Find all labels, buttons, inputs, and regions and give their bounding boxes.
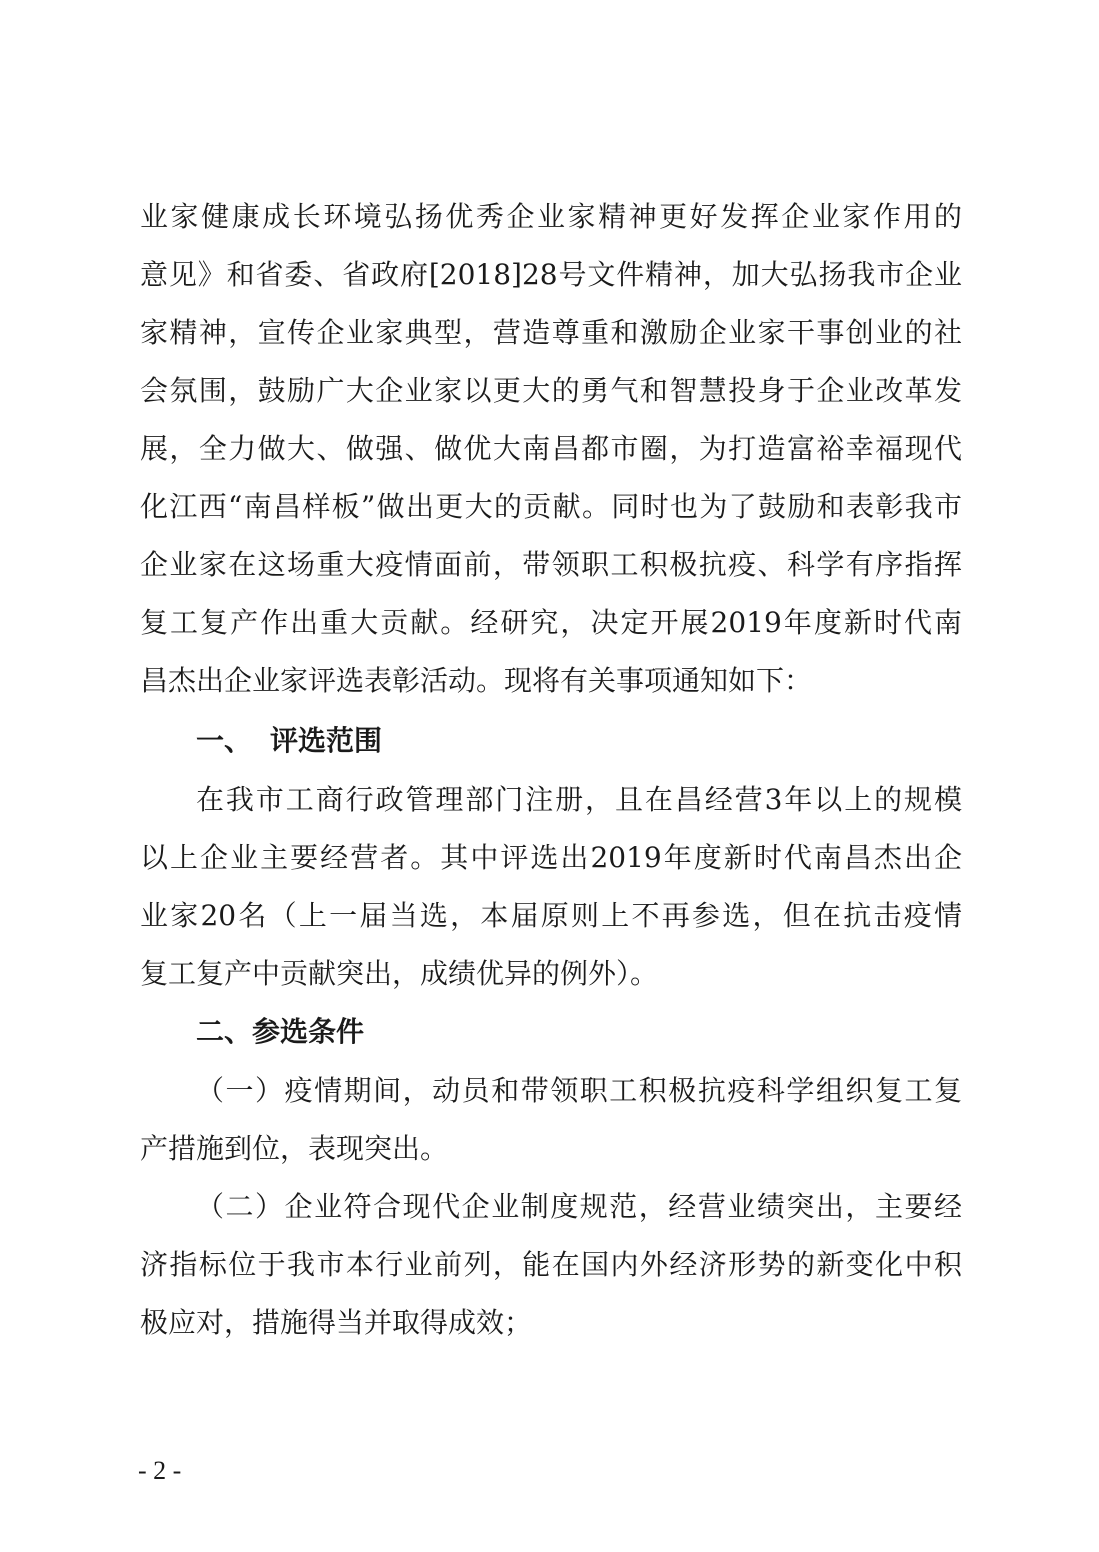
intro-line-7: 企业家在这场重大疫情面前，带领职工积极抗疫、科学有序指挥 bbox=[140, 548, 962, 581]
condition-2-line-3: 极应对，措施得当并取得成效； bbox=[140, 1306, 533, 1339]
intro-line-2: 意见》和省委、省政府[2018]28号文件精神，加大弘扬我市企业 bbox=[140, 258, 962, 291]
intro-line-5: 展，全力做大、做强、做优大南昌都市圈，为打造富裕幸福现代 bbox=[140, 432, 962, 465]
intro-line-9: 昌杰出企业家评选表彰活动。现将有关事项通知如下： bbox=[140, 664, 813, 697]
scope-line-4: 复工复产中贡献突出，成绩优异的例外）。 bbox=[140, 957, 659, 990]
section-heading-1-number: 一、 bbox=[196, 724, 253, 757]
intro-line-4: 会氛围，鼓励广大企业家以更大的勇气和智慧投身于企业改革发 bbox=[140, 374, 962, 407]
intro-line-6: 化江西“南昌样板”做出更大的贡献。同时也为了鼓励和表彰我市 bbox=[140, 490, 962, 523]
page-number: - 2 - bbox=[138, 1456, 182, 1485]
section-heading-1-title: 评选范围 bbox=[270, 724, 383, 757]
intro-line-1: 业家健康成长环境弘扬优秀企业家精神更好发挥企业家作用的 bbox=[140, 200, 962, 233]
scope-line-2: 以上企业主要经营者。其中评选出2019年度新时代南昌杰出企 bbox=[140, 841, 962, 874]
condition-2-line-2: 济指标位于我市本行业前列，能在国内外经济形势的新变化中积 bbox=[140, 1248, 962, 1281]
section-heading-2: 二、参选条件 bbox=[196, 1015, 365, 1048]
condition-1-line-2: 产措施到位，表现突出。 bbox=[140, 1132, 449, 1165]
condition-2-line-1: （二）企业符合现代企业制度规范，经营业绩突出，主要经 bbox=[196, 1190, 962, 1223]
scope-line-3: 业家20名（上一届当选，本届原则上不再参选，但在抗击疫情 bbox=[140, 899, 962, 932]
condition-1-line-1: （一）疫情期间，动员和带领职工积极抗疫科学组织复工复 bbox=[196, 1074, 962, 1107]
scope-line-1: 在我市工商行政管理部门注册，且在昌经营3年以上的规模 bbox=[196, 783, 962, 816]
intro-line-8: 复工复产作出重大贡献。经研究，决定开展2019年度新时代南 bbox=[140, 606, 962, 639]
intro-line-3: 家精神，宣传企业家典型，营造尊重和激励企业家干事创业的社 bbox=[140, 316, 962, 349]
